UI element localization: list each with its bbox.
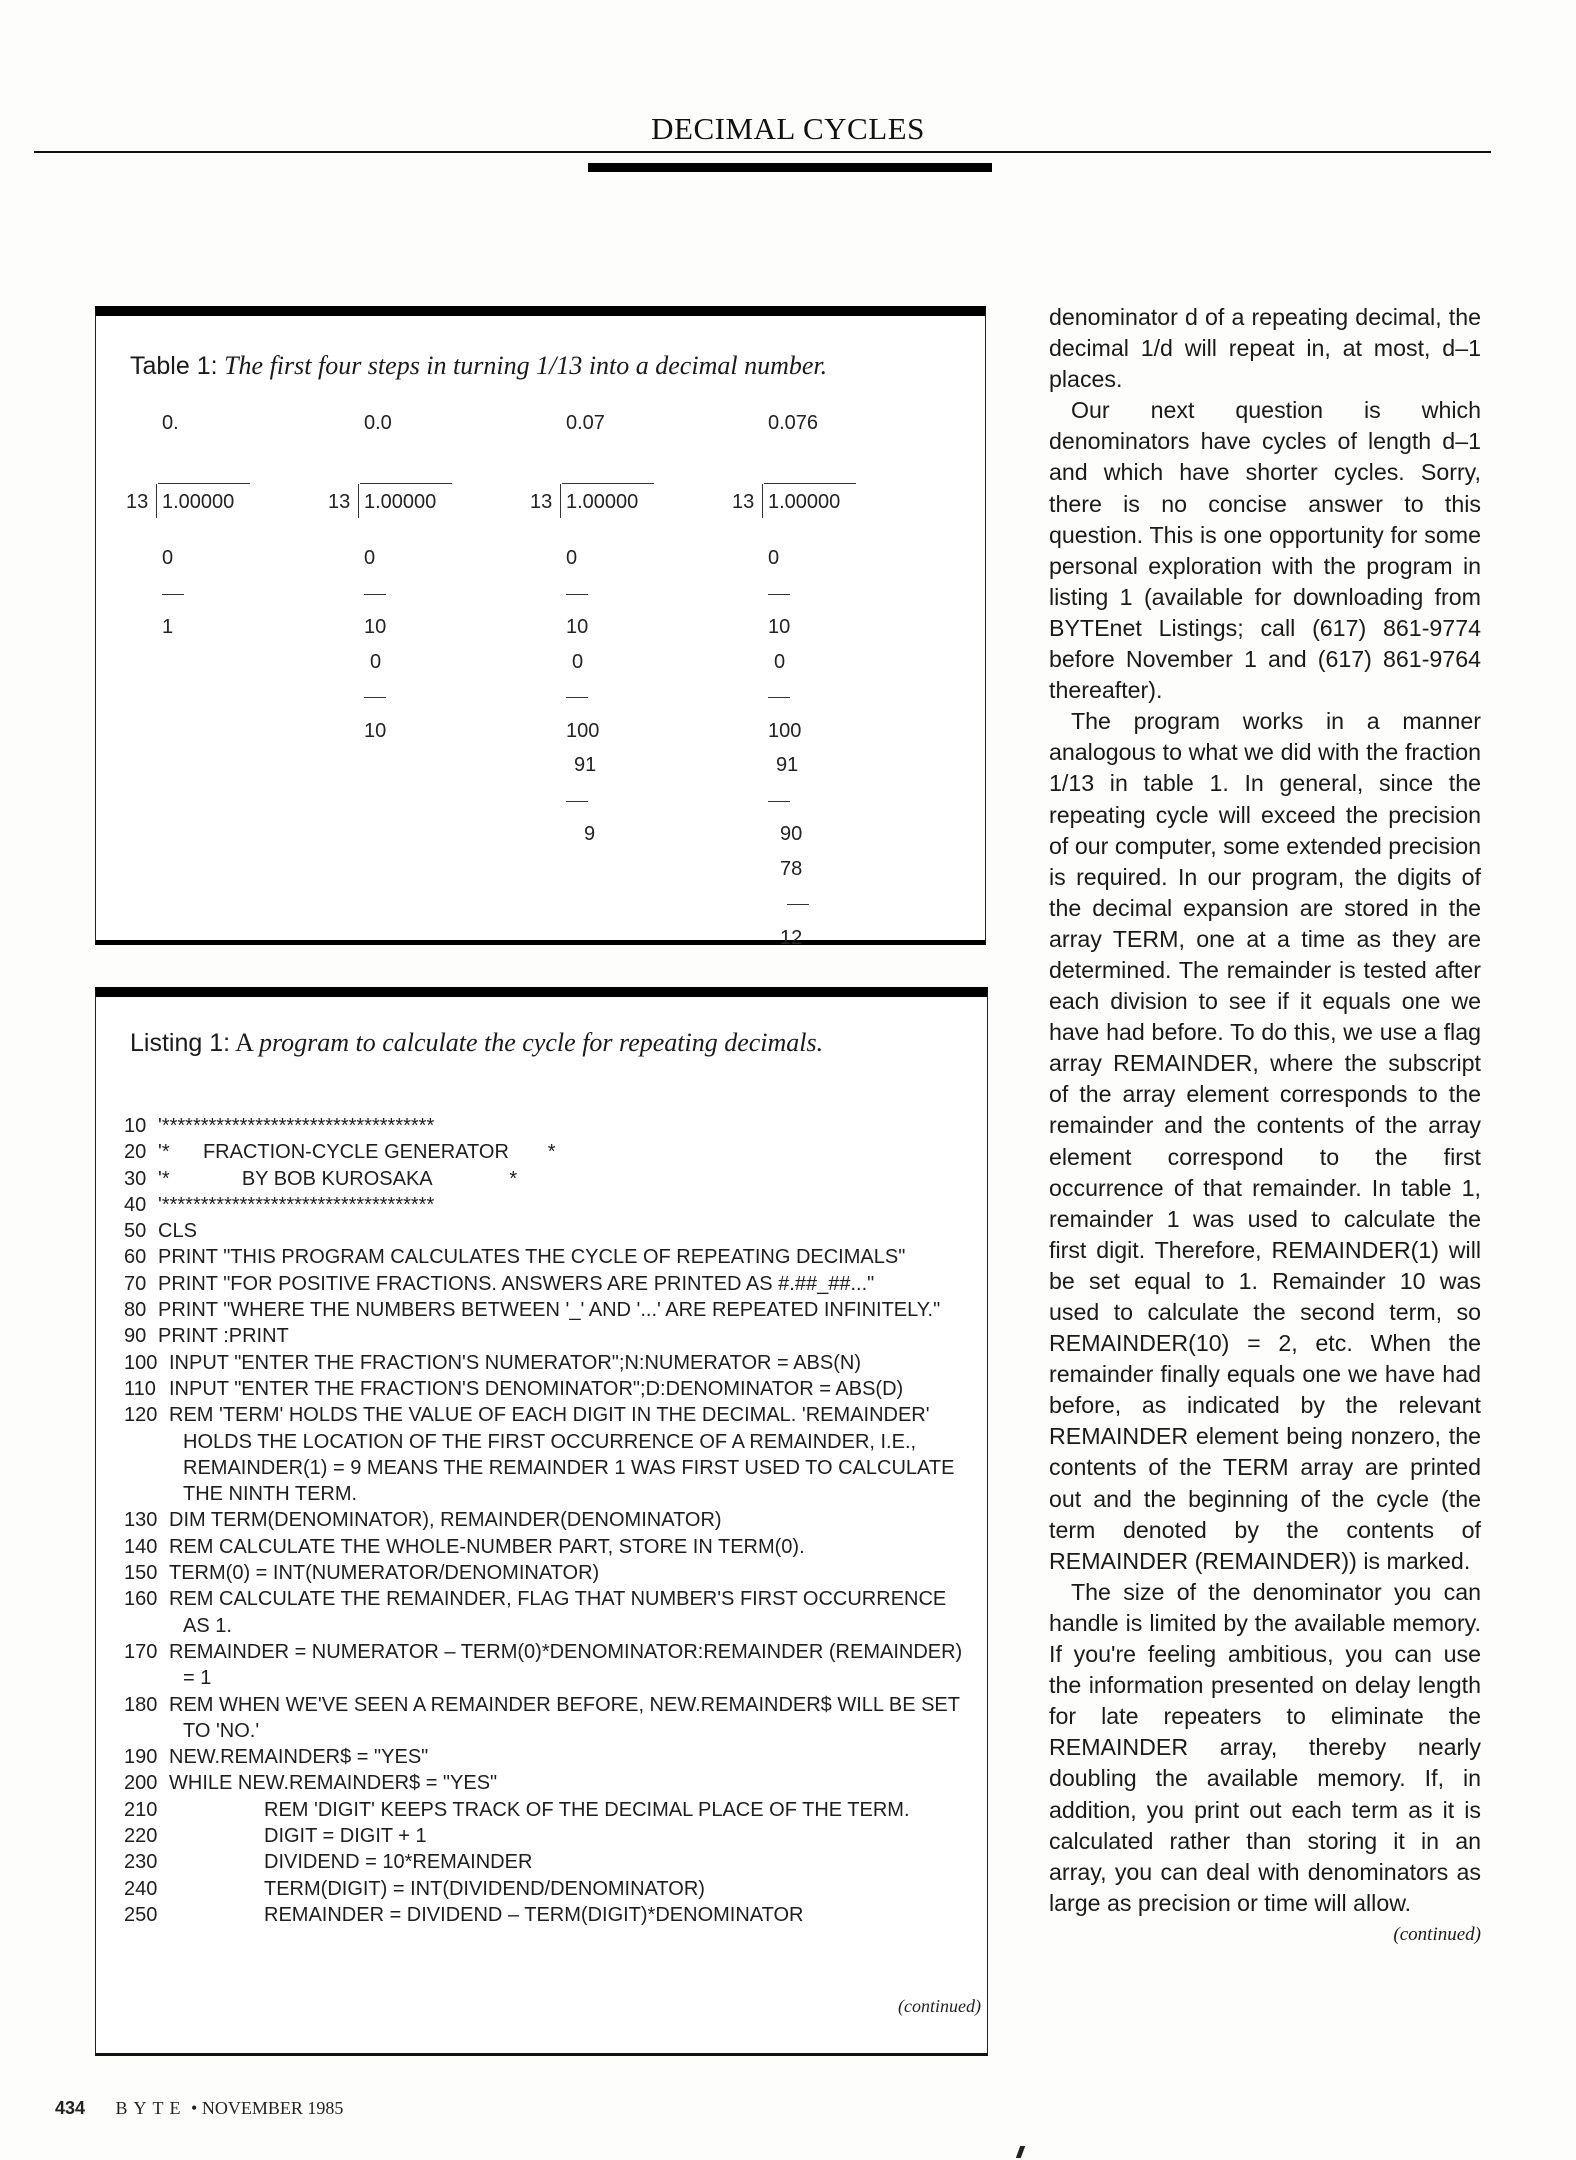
work-value: 10	[768, 616, 791, 638]
listing-1-caption-text: program to calculate the cycle for repeating decimals.	[258, 1028, 824, 1057]
code-line	[124, 1849, 974, 1875]
header-bar	[588, 163, 992, 172]
divisor: 13	[530, 491, 553, 513]
divisor: 13	[126, 491, 149, 513]
dividend: 1.00000	[566, 491, 639, 513]
table-1-caption-text: The first four steps in turning 1/13 into a decimal number.	[224, 351, 828, 380]
code-text: NEW.REMAINDER$ = "YES"	[169, 1746, 429, 1769]
code-line	[124, 1402, 974, 1507]
code-text: PRINT "FOR POSITIVE FRACTIONS. ANSWERS ARE PRINTED AS #.##_##..."	[158, 1272, 875, 1295]
line-number: 170	[124, 1640, 158, 1663]
work-value: 9	[584, 823, 596, 845]
code-line	[124, 1271, 974, 1297]
table-1-box	[95, 306, 986, 949]
subtraction-line	[162, 594, 184, 595]
code-text: PRINT "THIS PROGRAM CALCULATES THE CYCLE OF REPEATING DECIMALS"	[158, 1246, 906, 1269]
work-value: 100	[768, 719, 802, 742]
code-line	[124, 1297, 974, 1323]
line-number: 140	[124, 1535, 158, 1558]
code-line	[124, 1192, 974, 1218]
line-number: 40	[124, 1193, 147, 1216]
work-value: 0	[162, 547, 174, 569]
division-bar	[158, 483, 250, 484]
code-line	[124, 1797, 974, 1823]
work-value: 10	[566, 616, 589, 638]
subtraction-line	[364, 697, 386, 698]
code-line	[124, 1692, 974, 1745]
page-number: 434	[55, 2098, 86, 2118]
work-value: 0	[364, 547, 376, 569]
code-text: REM WHEN WE'VE SEEN A REMAINDER BEFORE, NEW.REMAINDER$ WILL BE SET TO 'NO.'	[169, 1693, 965, 1742]
line-number: 220	[124, 1825, 158, 1848]
code-line	[124, 1534, 974, 1560]
code-line	[124, 1902, 974, 1928]
subtraction-line	[566, 801, 588, 802]
code-line	[124, 1113, 974, 1139]
code-text: REM CALCULATE THE REMAINDER, FLAG THAT NUMBER'S FIRST OCCURRENCE AS 1.	[169, 1588, 951, 1637]
code-line	[124, 1350, 974, 1376]
code-line	[124, 1244, 974, 1270]
work-value: 12	[780, 926, 803, 949]
dividend: 1.00000	[768, 491, 841, 513]
listing-1-box	[95, 987, 988, 2056]
table-1-caption	[130, 351, 827, 381]
work-value: 91	[776, 754, 799, 776]
line-number: 200	[124, 1772, 158, 1795]
code-text: INPUT "ENTER THE FRACTION'S NUMERATOR";N:NUMERATOR = ABS(N)	[169, 1351, 861, 1374]
code-line	[124, 1744, 974, 1770]
division-bracket	[762, 484, 763, 518]
line-number: 50	[124, 1220, 147, 1243]
line-number: 100	[124, 1351, 158, 1374]
subtraction-line	[768, 594, 790, 595]
work-value: 10	[364, 719, 387, 742]
division-bar	[764, 483, 856, 484]
magazine-name: BYTE	[115, 2098, 187, 2118]
work-value: 0	[566, 547, 578, 569]
code-listing	[124, 1113, 974, 1928]
code-text: PRINT "WHERE THE NUMBERS BETWEEN '_' AND '...' ARE REPEATED INFINITELY."	[158, 1299, 941, 1322]
work-value: 10	[364, 616, 387, 638]
print-mark	[1016, 2146, 1025, 2158]
code-text: WHILE NEW.REMAINDER$ = "YES"	[169, 1772, 498, 1795]
code-line	[124, 1876, 974, 1902]
code-text: REM 'TERM' HOLDS THE VALUE OF EACH DIGIT IN THE DECIMAL. 'REMAINDER' HOLDS THE LOCATION OF THE FIRST OCCURRENCE OF A REMAINDER, I.E., REMAINDER(1) = 9 MEANS THE REMAINDER 1 WAS FIRST USED TO CALCULATE THE NINTH TERM.	[169, 1404, 960, 1506]
body-continued-note: (continued)	[1393, 1923, 1481, 1945]
dividend: 1.00000	[364, 491, 437, 513]
code-text: DIGIT = DIGIT + 1	[264, 1825, 427, 1848]
body-paragraph: Our next question is which denominators have cycles of length d–1 and which have shorter cycles. Sorry, there is no concise answer to this question. This is one opportunity for some personal exploration with the program in listing 1 (available for downloading from BYTEnet Listings; call (617) 861-9774 before November 1 and (617) 861-9764 thereafter).	[1049, 397, 1481, 704]
work-value: 1	[162, 616, 174, 638]
line-number: 110	[124, 1377, 156, 1400]
code-text: REM 'DIGIT' KEEPS TRACK OF THE DECIMAL PLACE OF THE TERM.	[264, 1798, 910, 1821]
division-bar	[360, 483, 452, 484]
code-line	[124, 1166, 974, 1192]
quotient: 0.0	[364, 412, 392, 434]
division-bracket	[560, 484, 561, 518]
footer-separator: •	[191, 2098, 198, 2118]
work-value: 91	[574, 754, 597, 776]
code-text: DIM TERM(DENOMINATOR), REMAINDER(DENOMINATOR)	[169, 1509, 722, 1532]
divisor: 13	[328, 491, 351, 513]
code-text: '* BY BOB KUROSAKA *	[158, 1167, 518, 1190]
division-bracket	[358, 484, 359, 518]
code-text: INPUT "ENTER THE FRACTION'S DENOMINATOR";D:DENOMINATOR = ABS(D)	[169, 1377, 904, 1400]
subtraction-line	[768, 697, 790, 698]
code-text: PRINT :PRINT	[158, 1325, 289, 1348]
line-number: 190	[124, 1746, 158, 1769]
work-value: 90	[780, 823, 803, 845]
code-text: '***********************************	[158, 1193, 435, 1216]
page-footer	[55, 2098, 343, 2119]
code-text: REMAINDER = DIVIDEND – TERM(DIGIT)*DENOMINATOR	[264, 1903, 804, 1926]
line-number: 150	[124, 1562, 158, 1585]
body-paragraph: The program works in a manner analogous to what we did with the fraction 1/13 in table 1. In general, since the repeating cycle will exceed the precision of our computer, some extended precision is required. In our program, the digits of the decimal expansion are stored in the array TERM, one at a time as they are determined. The remainder is tested after each division to see if it equals one we have had before. To do this, we use a flag array REMAINDER, where the subscript of the array element corresponds to the remainder and the contents of the array element correspond to the first occurrence of that remainder. In table 1, remainder 1 was used to calculate the first digit. Therefore, REMAINDER(1) will be set equal to 1. Remainder 10 was used to calculate the second term, so REMAINDER(10) = 2, etc. When the remainder finally equals one we have had before, as indicated by the relevant REMAINDER element being nonzero, the contents of the TERM array are printed out and the beginning of the cycle (the term denoted by the contents of REMAINDER (REMAINDER)) is marked.	[1049, 708, 1481, 1574]
code-text: '* FRACTION-CYCLE GENERATOR *	[158, 1141, 556, 1164]
code-text: TERM(0) = INT(NUMERATOR/DENOMINATOR)	[169, 1562, 600, 1585]
line-number: 20	[124, 1141, 147, 1164]
line-number: 70	[124, 1272, 147, 1295]
issue-date: NOVEMBER 1985	[201, 2098, 344, 2118]
line-number: 90	[124, 1325, 147, 1348]
table-1-label: Table 1:	[130, 352, 218, 380]
body-paragraph: The size of the denominator you can handle is limited by the available memory. If you're feeling ambitious, you can use the information presented on delay length for late repeaters to eliminate the REMAINDER array, thereby nearly doubling the available memory. If, in addition, you print out each term as it is calculated rather than storing it in an array, you can deal with denominators as large as precision or time will allow.	[1049, 1578, 1481, 1916]
line-number: 230	[124, 1851, 158, 1874]
listing-1-caption-article: A	[235, 1028, 253, 1057]
subtraction-line	[787, 904, 809, 905]
line-number: 80	[124, 1299, 147, 1322]
line-number: 250	[124, 1903, 158, 1926]
work-value: 0	[572, 650, 584, 673]
work-value: 78	[780, 857, 803, 880]
code-line	[124, 1323, 974, 1349]
work-value: 0	[768, 547, 780, 569]
line-number: 240	[124, 1877, 158, 1900]
code-text: DIVIDEND = 10*REMAINDER	[264, 1851, 533, 1874]
quotient: 0.07	[566, 412, 605, 434]
running-header: DECIMAL CYCLES	[651, 111, 925, 146]
quotient: 0.	[162, 412, 179, 434]
quotient: 0.076	[768, 412, 819, 434]
listing-1-caption	[130, 1028, 823, 1058]
division-bracket	[156, 484, 157, 518]
line-number: 120	[124, 1404, 158, 1427]
listing-1-label: Listing 1:	[130, 1029, 231, 1057]
listing-continued-note: (continued)	[898, 1996, 981, 2016]
code-line	[124, 1507, 974, 1533]
line-number: 210	[124, 1798, 158, 1821]
body-paragraph: denominator d of a repeating decimal, the decimal 1/d will repeat in, at most, d–1 places.	[1049, 304, 1481, 393]
work-value: 100	[566, 719, 600, 742]
line-number: 180	[124, 1693, 158, 1716]
line-number: 160	[124, 1588, 158, 1611]
subtraction-line	[768, 801, 790, 802]
header-rule	[34, 151, 1491, 153]
code-text: TERM(DIGIT) = INT(DIVIDEND/DENOMINATOR)	[264, 1877, 705, 1900]
code-text: CLS	[158, 1220, 197, 1243]
division-bar	[562, 483, 654, 484]
divisor: 13	[732, 491, 755, 513]
code-text: REMAINDER = NUMERATOR – TERM(0)*DENOMINATOR:REMAINDER (REMAINDER) = 1	[169, 1640, 968, 1690]
code-line	[124, 1218, 974, 1244]
work-value: 0	[370, 650, 382, 673]
code-line	[124, 1823, 974, 1849]
line-number: 10	[124, 1115, 147, 1137]
line-number: 60	[124, 1246, 147, 1269]
dividend: 1.00000	[162, 491, 235, 513]
code-line	[124, 1376, 974, 1402]
subtraction-line	[566, 594, 588, 595]
line-number: 30	[124, 1167, 147, 1190]
code-line	[124, 1560, 974, 1586]
code-line	[124, 1139, 974, 1165]
line-number: 130	[124, 1509, 158, 1532]
subtraction-line	[566, 697, 588, 698]
code-line	[124, 1586, 974, 1639]
work-value: 0	[774, 650, 786, 673]
code-text: '***********************************	[158, 1115, 435, 1137]
article-body-column	[1049, 302, 1481, 1950]
code-line	[124, 1639, 974, 1692]
code-text: REM CALCULATE THE WHOLE-NUMBER PART, STORE IN TERM(0).	[169, 1535, 805, 1558]
code-line	[124, 1770, 974, 1796]
subtraction-line	[364, 594, 386, 595]
